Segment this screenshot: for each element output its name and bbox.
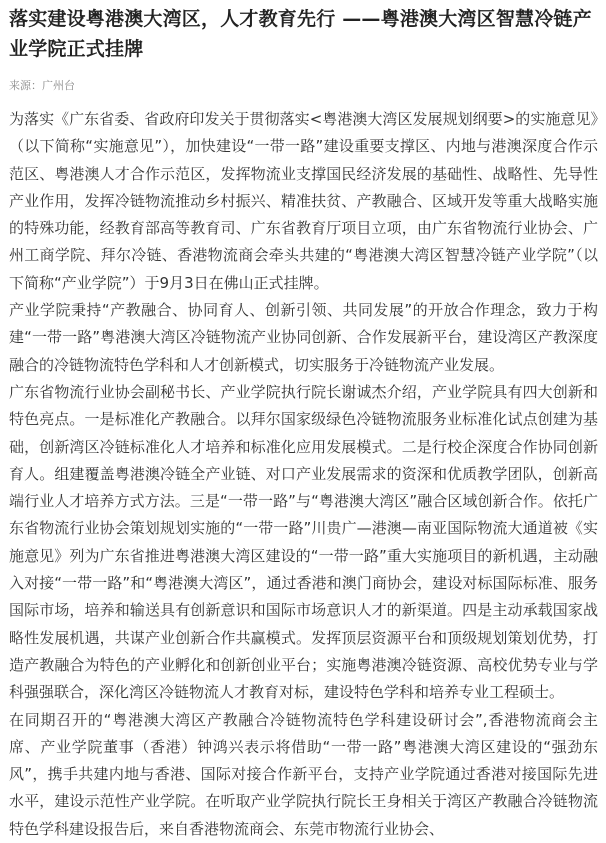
article-source: 来源：广州台 (9, 79, 75, 92)
article-paragraph: 广东省物流行业协会副秘书长、产业学院执行院长谢诚杰介绍，产业学院具有四大创新和特色亮点。一是标准化产教融合。以拜尔国家级绿色冷链物流服务业标准化试点创建为基础，创新湾区冷链标准化人才培养和标准化应用发展模式。二是行校企深度合作协同创新育人。组建覆盖粤港澳冷链全产业链、对口产业发展需求的资深和优质教学团队，创新高端行业人才培养方式方法。三是“一带一路”与“粤港澳大湾区”融合区域创新合作。依托广东省物流行业协会策划规划实施的“一带一路”川贵广—港澳—南亚国际物流大通道被《实施意见》列为广东省推进粤港澳大湾区建设的“一带一路”重大实施项目的新机遇，主动融入对接“一带一路”和“粤港澳大湾区”，通过香港和澳门商协会，建设对标国际标准、服务国际市场，培养和输送具有创新意识和国际市场意识人才的新渠道。四是主动承载国家战略性发展机遇，共谋产业创新合作共赢模式。发挥顶层资源平台和顶级规划策划优势，打造产教融合为特色的产业孵化和创新创业平台；实施粤港澳冷链资源、高校优势专业与学科强强联合，深化湾区冷链物流人才教育对标，建设特色学科和培养专业工程硕士。 (9, 382, 598, 702)
article-title: 落实建设粤港澳大湾区，人才教育先行 ——粤港澳大湾区智慧冷链产业学院正式挂牌 (9, 8, 592, 60)
article-paragraph: 产业学院秉持“产教融合、协同育人、创新引领、共同发展”的开放合作理念，致力于构建“一带一路”粤港澳大湾区冷链物流产业协同创新、合作发展新平台，建设湾区产教深度融合的冷链物流特色学科和人才创新模式，切实服务于冷链物流产业发展。 (9, 301, 598, 374)
article-paragraph: 在同期召开的“粤港澳大湾区产教融合冷链物流特色学科建设研讨会”,香港物流商会主席、产业学院董事（香港）钟鸿兴表示将借助“一带一路”粤港澳大湾区建设的“强劲东风”，携手共建内地与香港、国际对接合作新平台，支持产业学院通过香港对接国际先进水平，建设示范性产业学院。在听取产业学院执行院长王身相关于湾区产教融合冷链物流特色学科建设报告后，来自香港物流商会、东莞市物流行业协会、 (9, 710, 598, 838)
article-paragraph: 为落实《广东省委、省政府印发关于贯彻落实<粤港澳大湾区发展规划纲要>的实施意见》（以下简称“实施意见”），加快建设“一带一路”建设重要支撑区、内地与港澳深度合作示范区、粤港澳人才合作示范区，发挥物流业支撑国民经济发展的基础性、战略性、先导性产业作用，发挥冷链物流推动乡村振兴、精准扶贫、产教融合、区域开发等重大战略实施的特殊功能，经教育部高等教育司、广东省教育厅项目立项，由广东省物流行业协会、广州工商学院、拜尔冷链、香港物流商会牵头共建的“粤港澳大湾区智慧冷链产业学院”（以下简称“产业学院”）于9月3日在佛山正式挂牌。 (9, 110, 598, 292)
